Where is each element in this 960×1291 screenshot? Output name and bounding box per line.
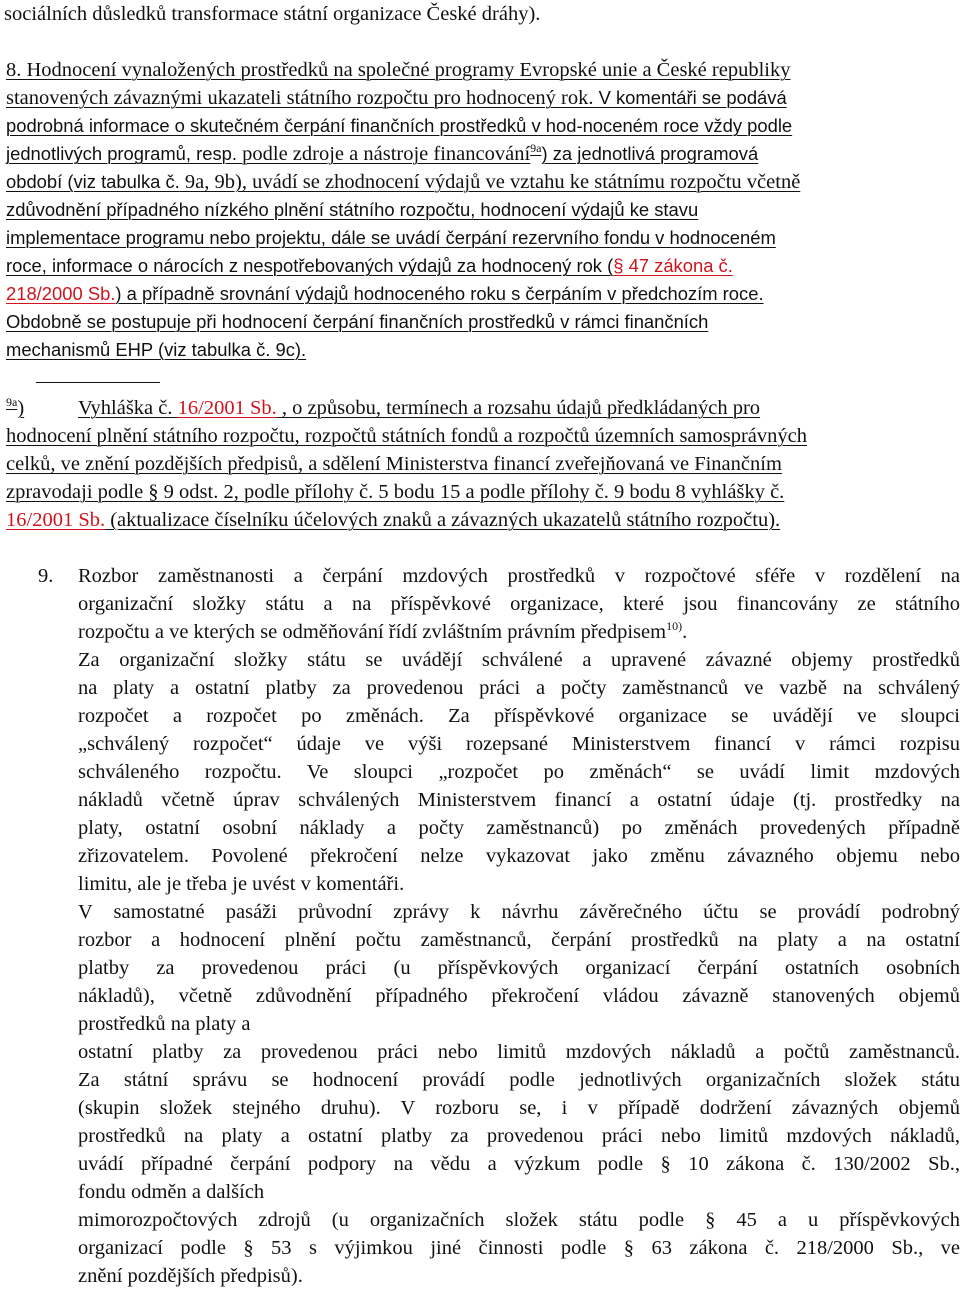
text-run: uvádí případné čerpání podpory na vědu a výzkum podle § 10 zákona č. 130/2002 Sb., bbox=[78, 1153, 960, 1175]
text-line bbox=[6, 252, 733, 280]
text-line bbox=[6, 422, 807, 450]
text-run: ) bbox=[17, 397, 25, 419]
text-line bbox=[78, 954, 960, 982]
law-link-16-2001[interactable]: 16/2001 Sb. bbox=[177, 397, 277, 419]
text-line bbox=[6, 84, 787, 112]
text-line bbox=[6, 308, 708, 336]
text-run: období (viz tabulka č. bbox=[6, 171, 180, 192]
footnote-ref-9a[interactable]: 9a bbox=[530, 141, 542, 156]
text-line bbox=[78, 1038, 960, 1066]
text-run: nákladů včetně úprav schválených Ministerstvem financí a ostatní údaje (tj. prostředky na bbox=[78, 789, 960, 811]
text-line bbox=[6, 140, 758, 168]
text-run: ) a případně srovnání výdajů hodnoceného roku s čerpáním v předchozím roce. bbox=[115, 283, 764, 304]
text-run: . bbox=[682, 621, 688, 643]
text-run: prostředků na platy a ostatní platby za provedenou práci nebo limitů mzdových nákladů, bbox=[78, 1125, 960, 1147]
footnote-separator bbox=[36, 382, 160, 383]
text-run: Vyhláška č. bbox=[78, 397, 178, 419]
text-line bbox=[78, 562, 960, 590]
text-line bbox=[6, 336, 306, 364]
text-run: V komentáři se podává bbox=[593, 87, 787, 108]
text-line bbox=[78, 1178, 264, 1206]
section-9-number bbox=[38, 562, 53, 590]
footnote-marker: 9a bbox=[6, 395, 18, 410]
text-line bbox=[6, 280, 764, 308]
text-run: mechanismů EHP (viz tabulka č. 9c). bbox=[6, 339, 307, 360]
text-run: zpravodaji podle § 9 odst. 2, podle přílohy č. 5 bodu 15 a podle přílohy č. 9 bodu 8 vyhlášky č. bbox=[6, 481, 785, 503]
text-run: implementace programu nebo projektu, dále se uvádí čerpání rezervního fondu v hodnoceném bbox=[6, 227, 776, 248]
text-run: jednotlivých programů, resp. bbox=[6, 143, 238, 164]
text-line bbox=[6, 450, 782, 478]
text-run: sociálních důsledků transformace státní organizace České dráhy). bbox=[4, 3, 541, 25]
text-line bbox=[78, 730, 960, 758]
text-run: Za organizační složky státu se uvádějí schválené a upravené závazné objemy prostředků bbox=[78, 649, 960, 671]
text-line bbox=[78, 590, 960, 618]
text-run: Za státní správu se hodnocení provádí podle jednotlivých organizačních složek státu bbox=[78, 1069, 960, 1091]
text-run: limitu, ale je třeba je uvést v komentáři. bbox=[78, 873, 405, 895]
text-line bbox=[78, 786, 960, 814]
text-run: ostatní platby za provedenou práci nebo limitů mzdových nákladů a počtů zaměstnanců. bbox=[78, 1041, 960, 1063]
text-line bbox=[6, 506, 780, 534]
text-line bbox=[78, 1150, 960, 1178]
text-line bbox=[78, 1094, 960, 1122]
law-link-47[interactable]: § 47 zákona č. bbox=[613, 255, 733, 276]
text-run: , o způsobu, termínech a rozsahu údajů předkládaných pro bbox=[276, 397, 761, 419]
text-run: zřizovatelem. Povolené překročení nelze vykazovat jako změnu závazného objemu nebo bbox=[78, 845, 960, 867]
text-run: rozbor a hodnocení plnění počtu zaměstnanců, čerpání prostředků na platy a na ostatní bbox=[78, 929, 960, 951]
law-link-218-2000[interactable]: 218/2000 Sb. bbox=[6, 283, 116, 304]
section-8-heading bbox=[6, 56, 790, 84]
text-line bbox=[6, 224, 776, 252]
text-line bbox=[6, 196, 698, 224]
text-line bbox=[78, 1066, 960, 1094]
text-line bbox=[78, 982, 960, 1010]
law-link-16-2001[interactable]: 16/2001 Sb. bbox=[6, 509, 106, 531]
text-line bbox=[4, 0, 540, 28]
text-line bbox=[78, 702, 960, 730]
text-run: hodnocení plnění státního rozpočtu, rozpočtů státních fondů a rozpočtů územních samosprávných bbox=[6, 425, 807, 447]
text-run: Obdobně se postupuje při hodnocení čerpání finančních prostředků v rámci finančních bbox=[6, 311, 709, 332]
text-line bbox=[78, 1206, 960, 1234]
text-run: rozpočtu a ve kterých se odměňování řídí zvláštním právním předpisem bbox=[78, 621, 667, 643]
text-run: zdůvodnění případného nízkého plnění státního rozpočtu, hodnocení výdajů ke stavu bbox=[6, 199, 699, 220]
text-run: 9a, 9b), uvádí se zhodnocení výdajů ve vztahu ke státnímu rozpočtu včetně bbox=[179, 171, 801, 193]
text-line bbox=[78, 1234, 960, 1262]
text-line bbox=[6, 478, 784, 506]
footnote-9a bbox=[6, 394, 24, 422]
text-run: Rozbor zaměstnanosti a čerpání mzdových prostředků v rozpočtové sféře v rozdělení na bbox=[78, 565, 960, 587]
text-run: stanovených závaznými ukazateli státního rozpočtu pro hodnocený rok. bbox=[6, 87, 594, 109]
text-run: prostředků na platy a bbox=[78, 1013, 251, 1035]
text-run: 8. Hodnocení vynaložených prostředků na společné programy Evropské unie a České republiky bbox=[6, 59, 791, 81]
text-run: ) za jednotlivá programová bbox=[541, 143, 759, 164]
text-run: znění pozdějších předpisů). bbox=[78, 1265, 303, 1287]
text-run: schváleného rozpočtu. Ve sloupci „rozpočet po změnách“ se uvádí limit mzdových bbox=[78, 761, 960, 783]
text-line bbox=[6, 112, 792, 140]
text-run: podle zdroje a nástroje financování bbox=[237, 143, 531, 165]
text-line bbox=[78, 842, 960, 870]
text-run: (aktualizace číselníku účelových znaků a závazných ukazatelů státního rozpočtu). bbox=[105, 509, 781, 531]
text-line bbox=[78, 646, 960, 674]
text-line bbox=[78, 1262, 303, 1290]
text-run: na platy a ostatní platby za provedenou práci a počty zaměstnanců ve vazbě na schválený bbox=[78, 677, 960, 699]
text-line bbox=[78, 814, 960, 842]
text-run: „schválený rozpočet“ údaje ve výši rozepsané Ministerstvem financí v rámci rozpisu bbox=[78, 733, 960, 755]
text-run: rozpočet a rozpočet po změnách. Za příspěvkové organizace se uvádějí ve sloupci bbox=[78, 705, 960, 727]
text-line bbox=[78, 1122, 960, 1150]
text-run: organizační složky státu a na příspěvkové organizace, které jsou financovány ze státního bbox=[78, 593, 960, 615]
text-run: (skupin složek stejného druhu). V rozboru se, i v případě dodržení závazných objemů bbox=[78, 1097, 960, 1119]
text-run: platby za provedenou práci (u příspěvkových organizací čerpání ostatních osobních bbox=[78, 957, 960, 979]
text-run: mimorozpočtových zdrojů (u organizačních složek státu podle § 45 a u příspěvkových bbox=[78, 1209, 960, 1231]
text-run: platy, ostatní osobní náklady a počty zaměstnanců) po změnách provedených případně bbox=[78, 817, 960, 839]
text-line bbox=[78, 758, 960, 786]
text-line bbox=[78, 898, 960, 926]
text-line bbox=[78, 394, 760, 422]
text-line bbox=[78, 618, 687, 646]
text-line bbox=[6, 168, 800, 196]
text-line bbox=[78, 870, 404, 898]
text-line bbox=[78, 926, 960, 954]
text-run: organizací podle § 53 s výjimkou jiné činnosti podle § 63 zákona č. 218/2000 Sb., ve bbox=[78, 1237, 960, 1259]
list-number: 9. bbox=[38, 565, 54, 587]
text-run: fondu odměn a dalších bbox=[78, 1181, 265, 1203]
text-run: podrobná informace o skutečném čerpání finančních prostředků v hod-noceném roce vždy podle bbox=[6, 115, 793, 136]
text-run: celků, ve znění pozdějších předpisů, a sdělení Ministerstva financí zveřejňovaná ve Finančním bbox=[6, 453, 782, 475]
text-run: V samostatné pasáži průvodní zprávy k návrhu závěrečného účtu se provádí podrobný bbox=[78, 901, 960, 923]
text-run: nákladů), včetně zdůvodnění případného překročení vládou závazně stanovených objemů bbox=[78, 985, 960, 1007]
footnote-ref-10[interactable]: 10) bbox=[666, 619, 683, 634]
text-line bbox=[78, 674, 960, 702]
text-line bbox=[78, 1010, 251, 1038]
text-run: roce, informace o nárocích z nespotřebovaných výdajů za hodnocený rok ( bbox=[6, 255, 614, 276]
